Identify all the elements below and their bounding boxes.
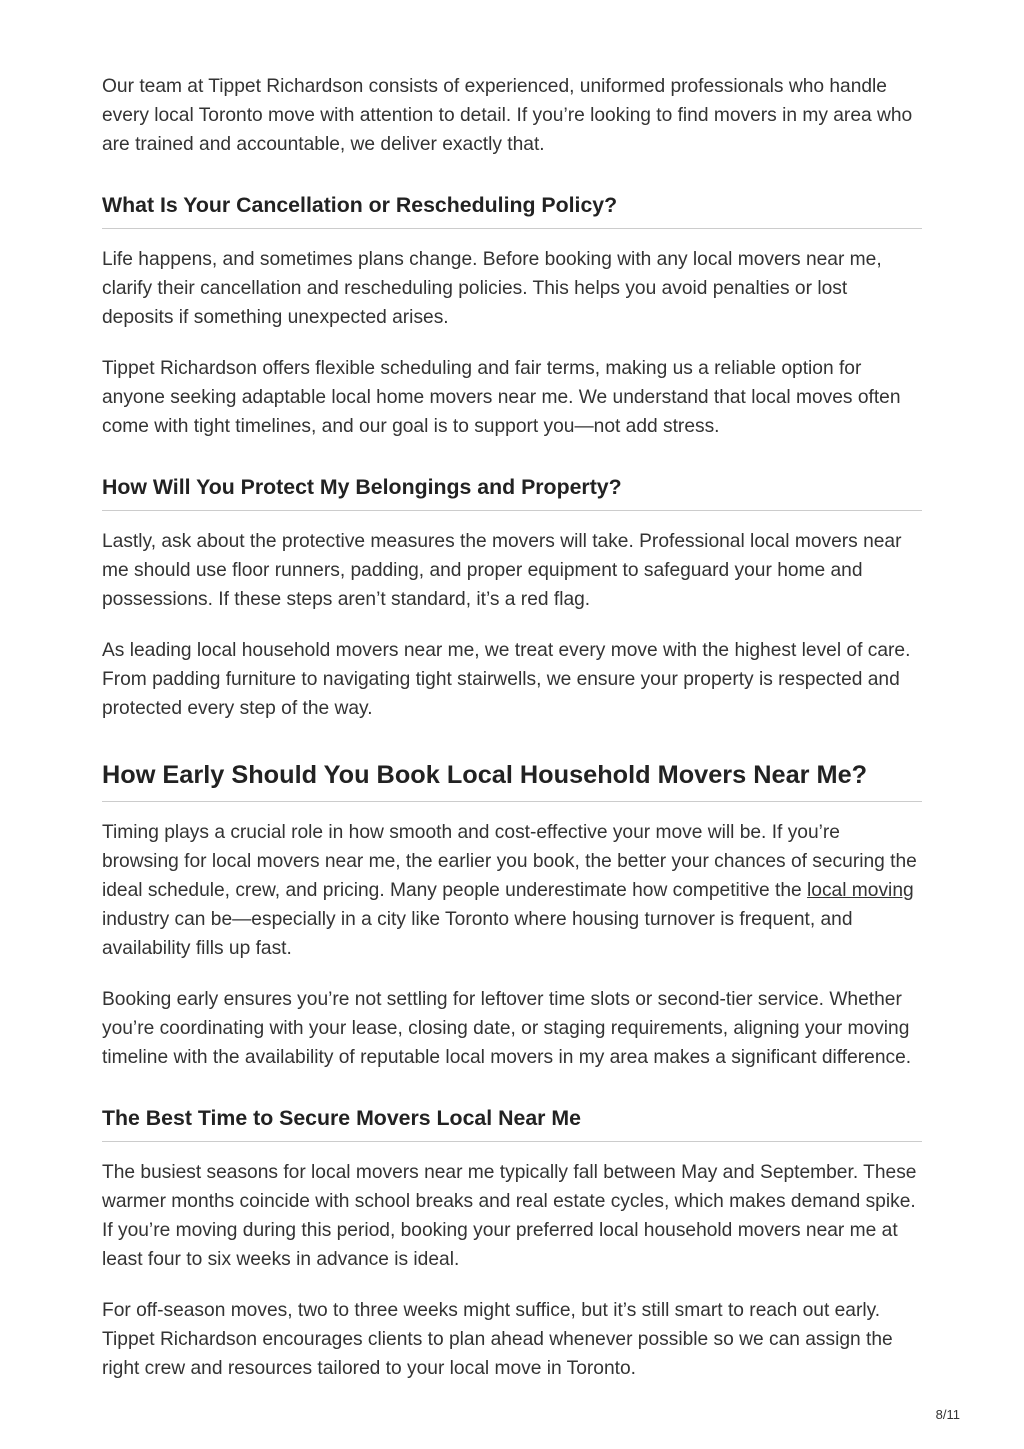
best-time-paragraph-2: For off-season moves, two to three weeks might suffice, but it’s still smart to reach out early. Tippet Richardson encourages clients to plan ahead whenever possible so we can assign the right crew and resources tailored to your local move in Toronto. <box>102 1300 893 1379</box>
book-early-text-after-link: industry can be—especially in a city like Toronto where housing turnover is frequent, and availability fills up fast. <box>102 909 853 959</box>
best-time-heading: The Best Time to Secure Movers Local Near Me <box>102 1104 922 1142</box>
book-early-paragraph-1 <box>102 818 922 963</box>
protect-heading: How Will You Protect My Belongings and Property? <box>102 473 922 511</box>
cancellation-heading: What Is Your Cancellation or Rescheduling Policy? <box>102 191 922 229</box>
cancellation-paragraph-1: Life happens, and sometimes plans change. Before booking with any local movers near me, clarify their cancellation and rescheduling policies. This helps you avoid penalties or lost deposits if something unexpected arises. <box>102 249 882 328</box>
protect-paragraph-2: As leading local household movers near me, we treat every move with the highest level of care. From padding furniture to navigating tight stairwells, we ensure your property is respected and protected every step of the way. <box>102 640 911 719</box>
intro-paragraph: Our team at Tippet Richardson consists of experienced, uniformed professionals who handle every local Toronto move with attention to detail. If you’re looking to find movers in my area who are trained and accountable, we deliver exactly that. <box>102 76 913 155</box>
book-early-heading: How Early Should You Book Local Household Movers Near Me? <box>102 759 922 802</box>
cancellation-paragraph-2: Tippet Richardson offers flexible scheduling and fair terms, making us a reliable option for anyone seeking adaptable local home movers near me. We understand that local moves often come with tight timelines, and our goal is to support you—not add stress. <box>102 358 901 437</box>
protect-paragraph-1: Lastly, ask about the protective measures the movers will take. Professional local movers near me should use floor runners, padding, and proper equipment to safeguard your home and possessions. If these steps aren’t standard, it’s a red flag. <box>102 531 902 610</box>
book-early-text-before-link: Timing plays a crucial role in how smooth and cost-effective your move will be. If you’re browsing for local movers near me, the earlier you book, the better your chances of securing the ideal schedule, crew, and pricing. Many people underestimate how competitive the <box>102 822 917 901</box>
best-time-paragraph-1: The busiest seasons for local movers near me typically fall between May and September. These warmer months coincide with school breaks and real estate cycles, which makes demand spike. If you’re moving during this period, booking your preferred local household movers near me at least four to six weeks in advance is ideal. <box>102 1162 917 1270</box>
book-early-paragraph-2: Booking early ensures you’re not settling for leftover time slots or second-tier service. Whether you’re coordinating with your lease, closing date, or staging requirements, aligning your moving timeline with the availability of reputable local movers in my area makes a significant difference. <box>102 989 912 1068</box>
local-moving-link[interactable]: local moving <box>807 880 914 901</box>
document-body <box>102 72 922 1405</box>
page-number: 8/11 <box>935 1407 960 1422</box>
